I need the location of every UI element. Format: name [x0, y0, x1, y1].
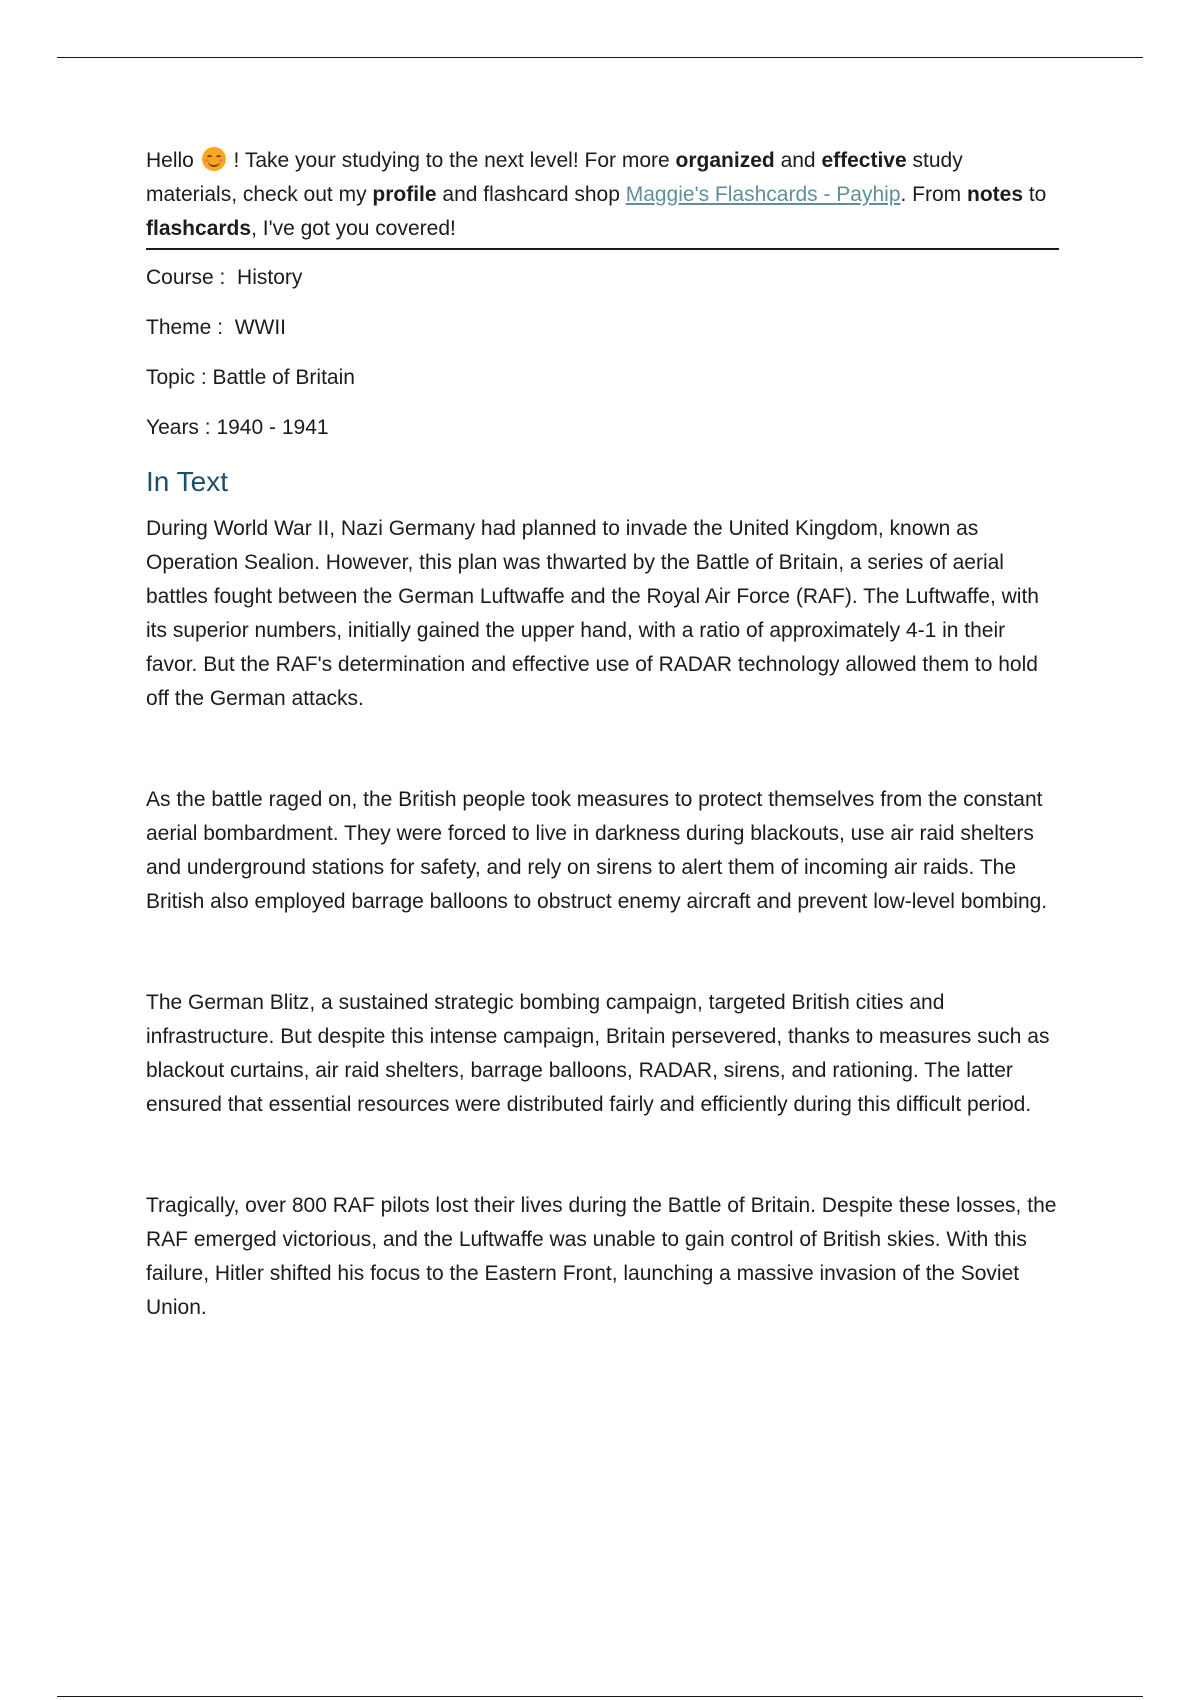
bottom-page-rule	[57, 1696, 1143, 1697]
intro-bold-profile: profile	[372, 183, 437, 206]
intro-text-6: to	[1023, 183, 1047, 206]
intro-text-7: , I've got you covered!	[251, 217, 456, 240]
meta-topic-value: Battle of Britain	[212, 366, 355, 389]
body-paragraph: During World War II, Nazi Germany had planned to invade the United Kingdom, known as Operation Sealion. However, this plan was thwarted by the Battle of Britain, a series of aerial battles fought between the German Luftwaffe and the Royal Air Force (RAF). The Luftwaffe, with its superior numbers, initially gained the upper hand, with a ratio of approximately 4-1 in their favor. But the RAF's determination and effective use of RADAR technology allowed them to hold off the German attacks.	[146, 517, 1039, 710]
meta-years	[146, 414, 1059, 442]
meta-course	[146, 264, 1059, 292]
smiling-face-icon	[202, 147, 226, 171]
intro-bold-effective: effective	[821, 149, 907, 172]
meta-theme	[146, 314, 1059, 342]
body-paragraph: As the battle raged on, the British people took measures to protect themselves from the constant aerial bombardment. They were forced to live in darkness during blackouts, use air raid shelters and underground stations for safety, and rely on sirens to alert them of incoming air raids. The British also employed barrage balloons to obstruct enemy aircraft and prevent low-level bombing.	[146, 788, 1048, 913]
intro-text-2: and	[774, 149, 822, 172]
intro-bold-notes: notes	[967, 183, 1024, 206]
intro-text-4: and flashcard shop	[436, 183, 626, 206]
section-heading: In Text	[146, 466, 228, 497]
meta-topic-label: Topic :	[146, 366, 207, 389]
intro-bold-organized: organized	[675, 149, 775, 172]
meta-theme-label: Theme :	[146, 316, 224, 339]
intro-text-1: ! Take your studying to the next level! For more	[227, 149, 676, 172]
metadata-block	[146, 264, 1059, 442]
meta-years-value: 1940 - 1941	[216, 416, 329, 439]
body-paragraph: Tragically, over 800 RAF pilots lost their lives during the Battle of Britain. Despite these losses, the RAF emerged victorious, and the Luftwaffe was unable to gain control of British skies. With this failure, Hitler shifted his focus to the Eastern Front, launching a massive invasion of the Soviet Union.	[146, 1194, 1057, 1319]
intro-hello: Hello	[146, 149, 194, 172]
top-page-rule	[57, 57, 1143, 58]
intro-text-3: study materials, check out my	[146, 149, 963, 206]
body-paragraph: The German Blitz, a sustained strategic bombing campaign, targeted British cities and infrastructure. But despite this intense campaign, Britain persevered, thanks to measures such as blackout curtains, air raid shelters, barrage balloons, RADAR, sirens, and rationing. The latter ensured that essential resources were distributed fairly and efficiently during this difficult period.	[146, 991, 1050, 1116]
document-content	[146, 144, 1059, 1392]
intro-paragraph	[146, 144, 1059, 250]
meta-topic	[146, 364, 1059, 392]
intro-text-5: . From	[900, 183, 967, 206]
intro-bold-flashcards: flashcards	[146, 217, 252, 240]
meta-course-value: History	[237, 266, 303, 289]
flashcard-shop-link[interactable]: Maggie's Flashcards - Payhip	[625, 183, 901, 206]
meta-course-label: Course :	[146, 266, 226, 289]
meta-years-label: Years :	[146, 416, 211, 439]
meta-theme-value: WWII	[234, 316, 287, 339]
